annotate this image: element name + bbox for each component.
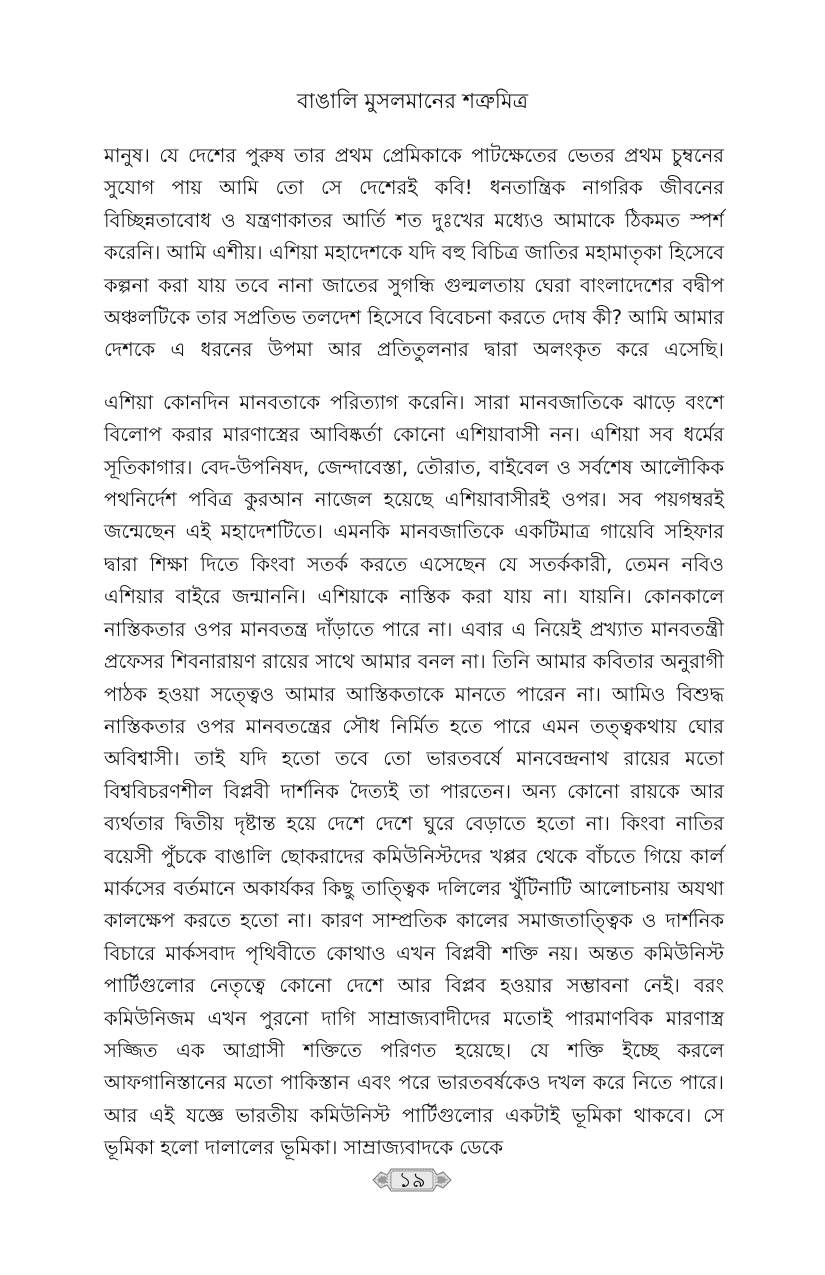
text-line: হতো না। কিংবা নাতির বয়েসী পুঁচকে বাঙালি ছোকরাদের কমিউনিস্টদের খপ্পর <box>104 812 724 868</box>
text-line: ভূমিকা থাকবে। সে ভূমিকা হলো দালালের ভূমিকা। সাম্রাজ্যবাদকে ডেকে <box>104 1103 724 1160</box>
text-line: সূতিকাগার। বেদ-উপনিষদ, জেন্দাবেস্তা, তৌরাত, বাইবেল ও সর্বশেষ <box>104 455 633 479</box>
text-line: পারমাণবিক মারণাস্ত্র সজ্জিত এক আগ্রাসী শক্তিতে পরিণত হয়েছে। যে শক্তি <box>104 1006 725 1062</box>
body-text <box>104 140 724 1165</box>
text-line: পারে এমন তত্ত্বকথায় ঘোর অবিশ্বাসী। তাই যদি হতো তবে তো ভারতবর্ষে <box>104 714 725 771</box>
text-line: নয়। অন্তত কমিউনিস্ট পার্টিগুলোর নেতৃত্বে কোনো দেশে আর বিপ্লব হওয়ার <box>104 941 725 998</box>
text-line: মানবেন্দ্রনাথ রায়ের মতো বিশ্ববিচরণশীল বিপ্লবী দার্শনিক দৈত্যই তা পারতেন। <box>104 747 724 803</box>
text-line: বিচ্ছিন্নতাবোধ ও যন্ত্রণাকাতর আর্তি শত দুঃখের মধ্যেও আমাকে ঠিকমত স্পর্শ <box>104 208 724 232</box>
running-header-title: বাঙালি মুসলমানের শত্রুমিত্র <box>296 89 529 113</box>
text-line: সুযোগ পায় আমি তো সে দেশেরই কবি! ধনতান্ত্রিক নাগরিক জীবনের <box>104 176 724 200</box>
text-line: থেকে বাঁচতে গিয়ে কার্ল মার্কসের বর্তমানে অকার্যকর কিছু তাত্ত্বিক দলিলের <box>104 844 725 900</box>
paragraph-spacer <box>104 367 724 387</box>
text-line: খুঁটিনাটি আলোচনায় অযথা কালক্ষেপ করতে হতো না। কারণ সাম্প্রতিক কালের <box>104 876 724 933</box>
text-line: বদ্বীপ অঞ্চলটিকে তার সপ্রতিভ তলদেশ হিসেবে বিবেচনা করতে দোষ কী? আমি <box>104 273 724 330</box>
text-line: বিলোপ করার মারণাস্ত্রের আবিষ্কর্তা কোনো এশিয়াবাসী নন। এশিয়া সব ধর্মের <box>104 423 724 447</box>
paragraph-1 <box>104 140 724 367</box>
paragraph-2 <box>104 387 724 1165</box>
text-line: অন্য কোনো রায়কে আর ব্যর্থতার দ্বিতীয় দৃষ্টান্ত হয়ে দেশে দেশে ঘুরে বেড়াতে <box>104 779 725 836</box>
text-line: পয়গম্বরই জন্মেছেন এই মহাদেশটিতে। এমনকি মানবজাতিকে একটিমাত্র <box>104 488 725 544</box>
text-line: আমার দেশকে এ ধরনের উপমা আর প্রতিতুলনার দ্বারা অলংকৃত করে এসেছি। <box>104 306 725 362</box>
text-line: প্রখ্যাত মানবতন্ত্রী প্রফেসর শিবনারায়ণ রায়ের সাথে আমার বনল না। তিনি <box>104 617 724 674</box>
text-line: আমার কবিতার অনুরাগী পাঠক হওয়া সত্ত্বেও আমার আস্তিকতাকে মানতে <box>104 650 724 706</box>
text-line: সমাজতাত্ত্বিক ও দার্শনিক বিচারে মার্কসবাদ পৃথিবীতে কোথাও এখন বিপ্লবী শক্তি <box>104 909 724 965</box>
text-line: পারেন না। আমিও বিশুদ্ধ নাস্তিকতার ওপর মানবতন্ত্রের সৌধ নির্মিত হতে <box>104 682 725 738</box>
page-number-badge <box>371 1163 453 1197</box>
text-line: কোনকালে নাস্তিকতার ওপর মানবতন্ত্র দাঁড়াতে পারে না। এবার এ নিয়েই <box>104 585 724 641</box>
text-line: হিসেবে কল্পনা করা যায় তবে নানা জাতের সুগন্ধি গুল্মলতায় ঘেরা বাংলাদেশের <box>104 241 725 297</box>
text-line: তেমন নবিও এশিয়ার বাইরে জন্মাননি। এশিয়াকে নাস্তিক করা যায় না। যায়নি। <box>104 552 724 609</box>
text-line: মানুষ। যে দেশের পুরুষ তার প্রথম প্রেমিকাকে পাটক্ষেতের ভেতর প্রথম চুম্বনের <box>104 144 724 167</box>
text-line: করে নিতে পারে। আর এই যজ্ঞে ভারতীয় কমিউনিস্ট পার্টিগুলোর একটাই <box>104 1071 724 1127</box>
text-line: সম্ভাবনা নেই। বরং কমিউনিজম এখন পুরনো দাগি সাম্রাজ্যবাদীদের মতোই <box>104 974 724 1030</box>
text-line: গায়েবি সহিফার দ্বারা শিক্ষা দিতে কিংবা সতর্ক করতে এসেছেন যে সতর্ককারী, <box>104 520 724 576</box>
text-line: করেনি। আমি এশীয়। এশিয়া মহাদেশকে যদি বহু বিচিত্র জাতির মহামাতৃকা <box>104 241 663 265</box>
page-number: ১৯ <box>398 1168 426 1192</box>
text-line: ইচ্ছে করলে আফগানিস্তানের মতো পাকিস্তান এবং পরে ভারতবর্ষকেও দখল <box>104 1038 724 1095</box>
text-line: আলৌকিক পথনির্দেশ পবিত্র কুরআন নাজেল হয়েছে এশিয়াবাসীরই ওপর। সব <box>104 455 724 512</box>
text-line: এশিয়া কোনদিন মানবতাকে পরিত্যাগ করেনি। সারা মানবজাতিকে ঝাড়ে বংশে <box>104 390 724 414</box>
